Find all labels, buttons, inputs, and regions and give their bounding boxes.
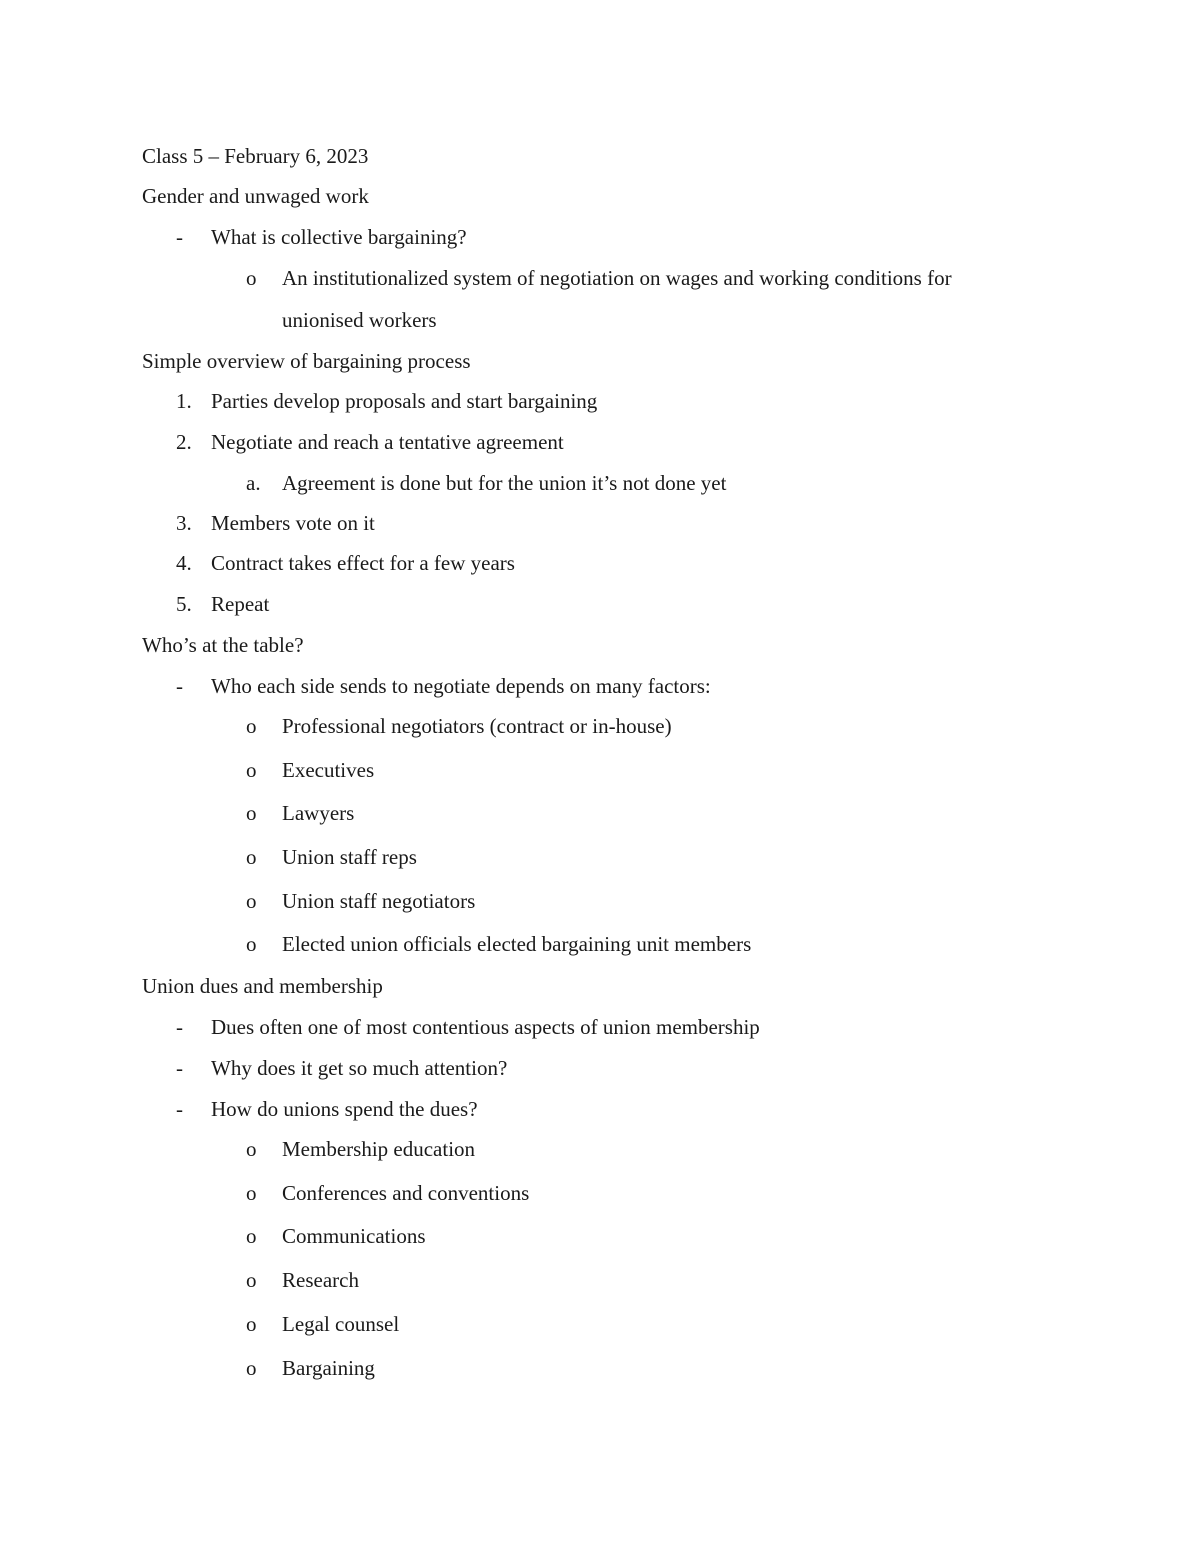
dues-spending-item: Conferences and conventions xyxy=(282,1181,530,1205)
circle-bullet: o xyxy=(246,714,257,738)
step-text: Repeat xyxy=(211,592,270,616)
negotiator-item: Elected union officials elected bargaining unit members xyxy=(282,932,752,956)
section-heading-bargaining-process: Simple overview of bargaining process xyxy=(142,349,471,373)
section-heading-union-dues: Union dues and membership xyxy=(142,974,383,998)
dash-bullet: - xyxy=(176,1097,183,1121)
circle-bullet: o xyxy=(246,801,257,825)
circle-bullet: o xyxy=(246,1181,257,1205)
dues-spending-item: Bargaining xyxy=(282,1356,375,1380)
dues-spending-item: Membership education xyxy=(282,1137,476,1161)
collective-bargaining-answer-line2: unionised workers xyxy=(282,308,437,332)
negotiator-item: Union staff reps xyxy=(282,845,417,869)
dash-bullet: - xyxy=(176,225,183,249)
substep-letter: a. xyxy=(246,471,261,495)
negotiator-item: Professional negotiators (contract or in-house) xyxy=(282,714,672,738)
negotiator-factors-bullet: Who each side sends to negotiate depends on many factors: xyxy=(211,674,711,698)
step-text: Members vote on it xyxy=(211,511,375,535)
dash-bullet: - xyxy=(176,674,183,698)
circle-bullet: o xyxy=(246,1312,257,1336)
step-number: 3. xyxy=(176,511,192,535)
step-number: 5. xyxy=(176,592,192,616)
step-number: 1. xyxy=(176,389,192,413)
dash-bullet: - xyxy=(176,1015,183,1039)
dues-bullet: Dues often one of most contentious aspects of union membership xyxy=(211,1015,760,1039)
dues-spending-item: Communications xyxy=(282,1224,426,1248)
step-text: Negotiate and reach a tentative agreement xyxy=(211,430,564,454)
circle-bullet: o xyxy=(246,1224,257,1248)
document-subtitle: Gender and unwaged work xyxy=(142,184,369,208)
dues-bullet: Why does it get so much attention? xyxy=(211,1056,508,1080)
circle-bullet: o xyxy=(246,889,257,913)
document-title: Class 5 – February 6, 2023 xyxy=(142,144,369,168)
dues-bullet: How do unions spend the dues? xyxy=(211,1097,478,1121)
circle-bullet: o xyxy=(246,845,257,869)
step-number: 2. xyxy=(176,430,192,454)
negotiator-item: Union staff negotiators xyxy=(282,889,476,913)
section-heading-whos-at-table: Who’s at the table? xyxy=(142,633,304,657)
collective-bargaining-question: What is collective bargaining? xyxy=(211,225,467,249)
step-number: 4. xyxy=(176,551,192,575)
step-text: Contract takes effect for a few years xyxy=(211,551,515,575)
circle-bullet: o xyxy=(246,1356,257,1380)
negotiator-item: Lawyers xyxy=(282,801,355,825)
dues-spending-item: Legal counsel xyxy=(282,1312,400,1336)
dash-bullet: - xyxy=(176,1056,183,1080)
substep-text: Agreement is done but for the union it’s not done yet xyxy=(282,471,727,495)
collective-bargaining-answer-line1: An institutionalized system of negotiation on wages and working conditions for xyxy=(282,266,952,290)
circle-bullet: o xyxy=(246,758,257,782)
circle-bullet: o xyxy=(246,266,257,290)
circle-bullet: o xyxy=(246,1268,257,1292)
negotiator-item: Executives xyxy=(282,758,375,782)
dues-spending-item: Research xyxy=(282,1268,359,1292)
step-text: Parties develop proposals and start bargaining xyxy=(211,389,598,413)
circle-bullet: o xyxy=(246,1137,257,1161)
circle-bullet: o xyxy=(246,932,257,956)
